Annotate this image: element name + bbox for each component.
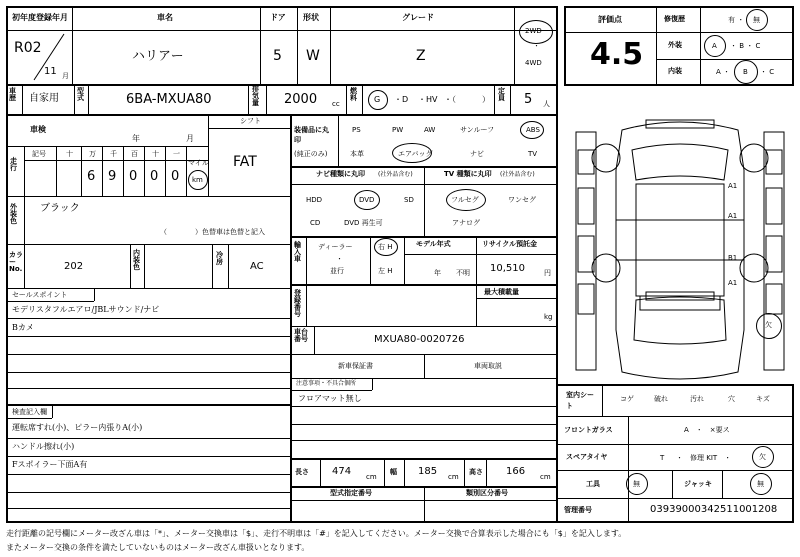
- interior-b: B: [743, 68, 748, 76]
- mileage-digit: 6: [87, 169, 96, 184]
- inspector-label: 検査記入欄: [12, 408, 47, 416]
- tools-value: 無: [633, 480, 640, 488]
- color-label: 外装色: [10, 203, 17, 225]
- max-load-label: 最大積載量: [484, 288, 519, 296]
- mileage-label: 走行: [10, 157, 17, 172]
- height-value: 166: [506, 466, 526, 477]
- sales-point-line: Bカメ: [12, 323, 34, 332]
- drive-4wd: 4WD: [525, 59, 542, 67]
- usage: 自家用: [29, 93, 59, 104]
- recycle-label: リサイクル預託金: [482, 240, 538, 248]
- spare-tire-none: 欠: [759, 453, 766, 461]
- footer-line2: またメーター交換の条件を満たしていないものはメーター改ざん車扱いとなります。: [6, 543, 310, 552]
- drive-2wd: 2WD: [525, 27, 542, 35]
- fuel-close: ）: [482, 95, 490, 104]
- tools-label: 工具: [586, 480, 600, 488]
- footer-line1: 走行距離の記号欄にメーター改ざん車は「*」、メーター交換車は「$」、走行不明車は「#」を記入してください。メーター交換で合算表示した場合にも「$」を記入します。: [6, 529, 627, 538]
- sheet-item: キズ: [756, 395, 770, 403]
- inspection-month-unit: 月: [186, 134, 194, 143]
- displacement-label: 排気量: [252, 85, 259, 107]
- mileage-col-juu: 十: [152, 150, 159, 158]
- equip-item: ABS: [526, 126, 540, 134]
- month-unit: 月: [62, 72, 69, 80]
- sheet-item: 破れ: [654, 395, 668, 403]
- width-label: 幅: [390, 468, 397, 476]
- tv-sub: (社外品含む): [500, 171, 535, 178]
- mileage-col-10man: 十: [66, 150, 73, 158]
- inspection-year-unit: 年: [132, 134, 140, 143]
- fuel-hv: ・HV: [418, 95, 438, 104]
- displacement: 2000: [284, 92, 318, 107]
- diagram-missing: 欠: [765, 321, 772, 329]
- exterior-label: 外装: [668, 41, 682, 49]
- spare-tire-label: スペアタイヤ: [566, 453, 608, 461]
- model: 6BA-MXUA80: [126, 92, 212, 107]
- exterior-a: A: [712, 42, 717, 50]
- windshield-label: フロントガラス: [564, 426, 613, 434]
- shift-value: FAT: [233, 154, 257, 170]
- color-value: ブラック: [40, 203, 80, 214]
- navi-item: HDD: [306, 196, 323, 204]
- car-name-label: 車名: [157, 13, 173, 22]
- cc-unit: cc: [332, 100, 340, 108]
- repair-none: 無: [753, 16, 760, 24]
- reg-no-label: 登録番号: [294, 289, 301, 318]
- navi-sub: (社外品含む): [378, 171, 413, 178]
- mileage-col-sen: 千: [110, 150, 117, 158]
- exterior-rest: ・ B ・ C: [730, 42, 761, 50]
- mileage-col-ichi: 一: [173, 150, 180, 158]
- type-no-label: 型式指定番号: [330, 489, 372, 497]
- chassis-value: MXUA80-0020726: [374, 334, 465, 345]
- tv-item: アナログ: [452, 219, 480, 227]
- color-no-value: 202: [64, 261, 84, 272]
- mileage-digit: 0: [129, 169, 138, 184]
- height-label: 高さ: [469, 468, 483, 476]
- equipment-label: 装備品に丸印: [294, 126, 329, 144]
- height-unit: cm: [540, 473, 551, 481]
- mileage-col-symbol: 記号: [32, 150, 46, 158]
- diagram-mark: A1: [728, 279, 738, 287]
- usage-label: 車歴: [9, 87, 16, 102]
- jack-value: 無: [757, 480, 764, 488]
- class-no-label: 類別区分番号: [466, 489, 508, 497]
- door-label: ドア: [270, 13, 286, 22]
- repair-label: 修復歴: [664, 15, 685, 23]
- navi-item: DVD 再生可: [344, 219, 383, 227]
- navi-item: SD: [404, 196, 414, 204]
- sheet-item: 穴: [728, 395, 735, 403]
- diagram-mark: B1: [728, 254, 738, 262]
- equip-item: ナビ: [470, 150, 484, 158]
- diagram-mark: A1: [728, 212, 738, 220]
- drive-dot: ・: [533, 42, 540, 50]
- length-value: 474: [332, 466, 352, 477]
- spare-tire-kit: ・ 修理 KIT ・: [676, 454, 732, 462]
- first-reg-label: 初年度登録年月: [12, 13, 68, 22]
- doors: 5: [273, 48, 282, 64]
- navi-item: DVD: [359, 196, 375, 204]
- navi-label: ナビ種類に丸印: [316, 170, 365, 178]
- fuel-d: ・D: [394, 95, 409, 104]
- capacity-label: 定員: [498, 87, 505, 102]
- import-left: 左 H: [378, 267, 393, 275]
- fuel-label: 燃料: [350, 87, 357, 102]
- length-unit: cm: [366, 473, 377, 481]
- mgmt-label: 管理番号: [564, 506, 592, 514]
- max-load-unit: kg: [544, 313, 553, 321]
- equip-item: エアバッグ: [398, 150, 433, 158]
- length-label: 長さ: [295, 468, 309, 476]
- mileage-digit: 0: [171, 169, 180, 184]
- diagram-mark: A1: [728, 182, 738, 190]
- import-right: 右 H: [378, 243, 393, 251]
- import-dot: ・: [336, 255, 343, 263]
- model-year-label: モデル年式: [416, 240, 451, 248]
- tv-item: ワンセグ: [508, 196, 536, 204]
- equipment-sub: (純正のみ): [294, 150, 328, 158]
- mileage-col-hyaku: 百: [131, 150, 138, 158]
- fuel-open: ・（: [444, 95, 456, 104]
- first-reg-month: 11: [44, 66, 57, 77]
- sheet-item: コゲ: [620, 395, 634, 403]
- docs-manual: 車両取説: [474, 362, 502, 370]
- tv-item: フルセグ: [451, 196, 479, 204]
- aircon-value: AC: [250, 261, 264, 272]
- shift-label: シフト: [240, 117, 261, 125]
- jack-label: ジャッキ: [684, 480, 712, 488]
- score-label: 評価点: [598, 15, 622, 24]
- chassis-label: 車台番号: [294, 328, 308, 343]
- import-label: 輸入車: [294, 241, 301, 263]
- interior-c: ・ C: [760, 68, 775, 76]
- equip-item: 本革: [350, 150, 364, 158]
- mgmt-value: 03939000342511001208: [650, 504, 778, 515]
- notes-label: 注意事項・不具合個所: [296, 380, 357, 387]
- equip-item: PW: [392, 126, 404, 134]
- navi-item: CD: [310, 219, 321, 227]
- inspection-label: 車検: [30, 125, 46, 134]
- windshield-value: A ・ ×要ス: [684, 426, 730, 434]
- model-year-unit: 年: [434, 269, 441, 277]
- car-name: ハリアー: [132, 49, 184, 64]
- interior-label: 内装: [668, 67, 682, 75]
- tv-label: TV 種類に丸印: [444, 170, 492, 178]
- recycle-value: 10,510: [490, 263, 525, 274]
- docs-warranty: 新車保証書: [338, 362, 373, 370]
- car-damage-diagram: [566, 110, 794, 388]
- model-year-unknown: 不明: [456, 269, 470, 277]
- grade-label: グレード: [402, 13, 434, 22]
- repair-options: 有 ・: [728, 16, 745, 24]
- shape: W: [306, 48, 320, 64]
- sales-point-line: モデリスタフルエアロ/JBLサウンド/ナビ: [12, 305, 160, 314]
- sheet-item: 汚れ: [690, 395, 704, 403]
- width-value: 185: [418, 466, 438, 477]
- equip-item: サンルーフ: [460, 126, 495, 134]
- color-change-note: （ ）色替車は色替と記入: [160, 228, 265, 236]
- color-no-label: カラーNo.: [9, 251, 23, 273]
- mileage-digit: 9: [108, 169, 117, 184]
- aircon-label: 冷房: [216, 251, 223, 266]
- model-label: 型式: [77, 87, 84, 102]
- equip-item: AW: [424, 126, 436, 134]
- width-unit: cm: [448, 473, 459, 481]
- inspector-line: Fスポイラー下面A有: [12, 460, 88, 469]
- capacity-unit: 人: [543, 100, 550, 108]
- score-value: 4.5: [590, 37, 644, 72]
- mileage-col-man: 万: [89, 150, 96, 158]
- inspector-line: ハンドル擦れ(小): [12, 442, 75, 451]
- inspector-line: 運転席すれ(小)、ピラー内張りA(小): [12, 423, 143, 432]
- grade: Z: [416, 48, 426, 64]
- interior-a: A ・: [716, 68, 731, 76]
- notes-value: フロアマット無し: [298, 394, 362, 403]
- recycle-unit: 円: [544, 269, 551, 277]
- import-parallel: 並行: [330, 267, 344, 275]
- first-reg-era: R02: [14, 40, 42, 56]
- import-dealer: ディーラー: [318, 243, 353, 251]
- interior-color-label: 内装色: [133, 249, 140, 271]
- equip-item: TV: [528, 150, 538, 158]
- mileage-digit: 0: [150, 169, 159, 184]
- interior-sheet-label: 室内シート: [566, 391, 594, 410]
- mileage-unit-label: マイル: [188, 159, 209, 167]
- shape-label: 形状: [303, 13, 319, 22]
- capacity: 5: [524, 92, 533, 107]
- spare-tire-t: T: [660, 454, 665, 462]
- sales-point-label: セールスポイント: [12, 291, 68, 299]
- equip-item: PS: [352, 126, 361, 134]
- mileage-unit: km: [192, 176, 203, 184]
- fuel-g: G: [374, 95, 381, 104]
